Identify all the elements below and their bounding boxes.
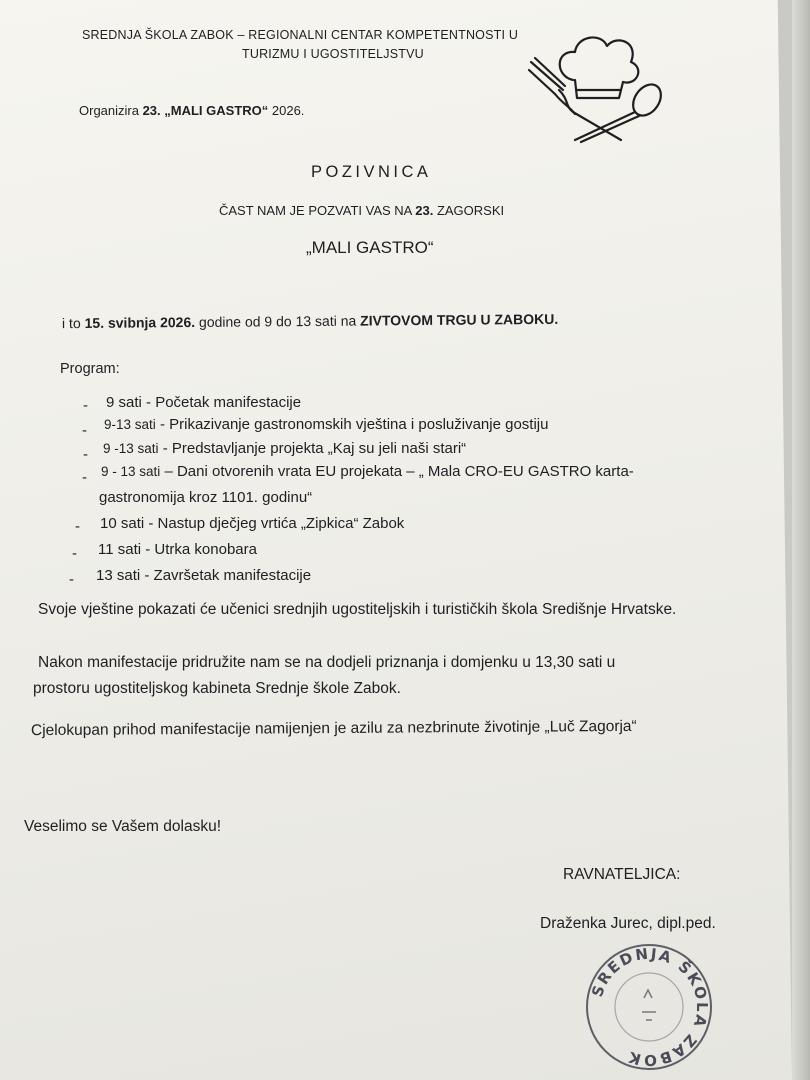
school-name-line2: TURIZMU I UGOSTITELJSTVU bbox=[242, 47, 424, 61]
reception-paragraph-line1: Nakon manifestacije pridružite nam se na dodjeli priznanja i domjenku u 13,30 sati u bbox=[38, 654, 616, 671]
school-stamp-icon bbox=[582, 940, 716, 1074]
program-item: 9 -13 sati - Predstavljanje projekta „Kaj su jeli naši stari“ bbox=[103, 440, 467, 457]
list-dash: - bbox=[82, 422, 87, 439]
event-name: „MALI GASTRO“ bbox=[306, 238, 434, 257]
school-name-line1: SREDNJA ŠKOLA ZABOK – REGIONALNI CENTAR KOMPETENTNOSTI U bbox=[82, 28, 519, 42]
invitation-title: POZIVNICA bbox=[311, 163, 432, 181]
list-dash: - bbox=[69, 571, 74, 588]
program-item: 9 - 13 sati – Dani otvorenih vrata EU projekata – „ Mala CRO-EU GASTRO karta- bbox=[101, 463, 634, 480]
program-item: 10 sati - Nastup dječjeg vrtića „Zipkica“ Zabok bbox=[100, 515, 405, 532]
closing-line: Veselimo se Vašem dolasku! bbox=[24, 818, 222, 835]
stamp-text: SREDNJA ŠKOLA ZABOK bbox=[588, 944, 712, 1070]
principal-name: Draženka Jurec, dipl.ped. bbox=[540, 915, 716, 932]
program-item: 13 sati - Završetak manifestacije bbox=[96, 567, 312, 584]
date-location-line: i to 15. svibnja 2026. godine od 9 do 13 sati na ZIVTOVOM TRGU U ZABOKU. bbox=[61, 310, 559, 332]
skills-paragraph: Svoje vještine pokazati će učenici srednjih ugostiteljskih i turističkih škola Središnje Hrvatske. bbox=[38, 601, 677, 618]
list-dash: - bbox=[82, 469, 87, 486]
svg-text:SREDNJA ŠKOLA ZABOK bbox=[588, 945, 711, 1069]
program-label: Program: bbox=[60, 361, 120, 377]
list-dash: - bbox=[83, 446, 88, 463]
list-dash: - bbox=[75, 518, 80, 535]
program-item: 11 sati - Utrka konobara bbox=[98, 541, 257, 558]
program-item-continued: gastronomija kroz 1101. godinu“ bbox=[99, 489, 313, 506]
reception-paragraph-line2: prostoru ugostiteljskog kabineta Srednje škole Zabok. bbox=[33, 680, 401, 697]
list-dash: - bbox=[83, 397, 88, 414]
charity-paragraph: Cjelokupan prihod manifestacije namijenjen je azilu za nezbrinute životinje „Luč Zagorja“ bbox=[30, 717, 637, 740]
organizer-line: Organizira 23. „MALI GASTRO“ 2026. bbox=[79, 103, 305, 118]
program-item: 9 sati - Početak manifestacije bbox=[106, 394, 302, 411]
principal-role: RAVNATELJICA: bbox=[563, 866, 681, 883]
program-item: 9-13 sati - Prikazivanje gastronomskih vještina i posluživanje gostiju bbox=[104, 416, 549, 433]
honor-line: ČAST NAM JE POZVATI VAS NA 23. ZAGORSKI bbox=[219, 203, 505, 218]
paper-edge-background bbox=[792, 0, 810, 1080]
list-dash: - bbox=[72, 545, 77, 562]
chef-hat-fork-spoon-icon bbox=[525, 28, 670, 146]
